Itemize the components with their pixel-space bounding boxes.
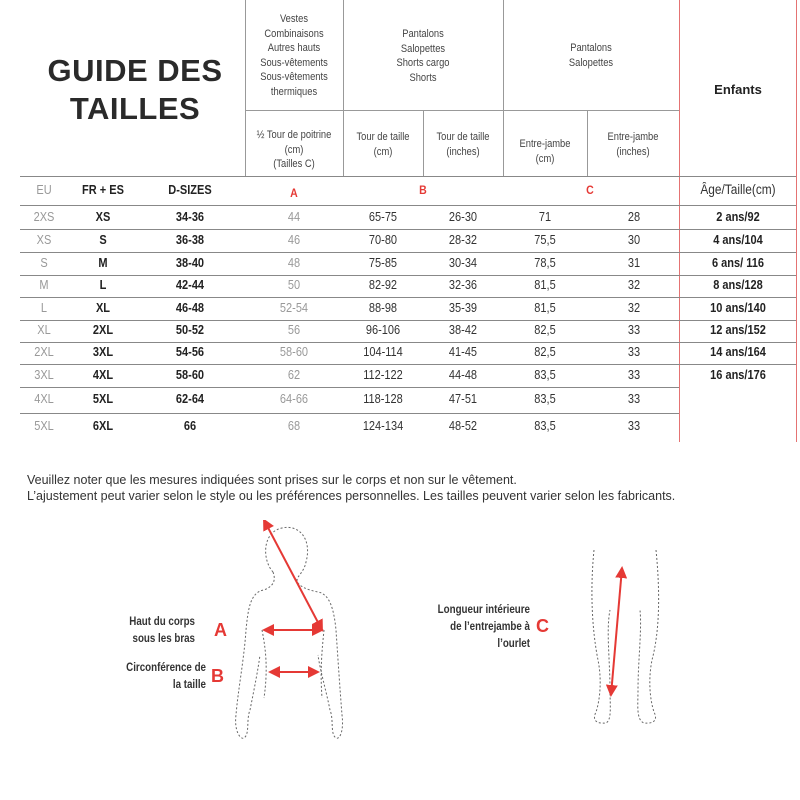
cell-a: 62 [287, 367, 301, 382]
cell-d-sizes: 46-48 [175, 300, 205, 315]
divider [245, 110, 679, 111]
letter-c: C [536, 616, 549, 636]
cell-kids: 16 ans/176 [710, 367, 766, 382]
cell-b-inches: 48-52 [448, 419, 478, 433]
cell-c-inches: 33 [627, 345, 641, 359]
subheader-a: ½ Tour de poitrine (cm) (Tailles C) [256, 129, 332, 170]
cell-eu: S [40, 255, 48, 270]
cell-b-inches: 32-36 [448, 278, 478, 292]
cell-d-sizes: 36-38 [175, 232, 205, 247]
title-line-1: GUIDE DES [47, 53, 223, 88]
row-divider [20, 342, 796, 343]
cell-d-sizes: 58-60 [175, 367, 205, 382]
cell-b-cm: 96-106 [365, 323, 401, 337]
cell-kids: 10 ans/140 [710, 300, 766, 315]
cell-d-sizes: 62-64 [175, 392, 205, 406]
kids-divider [796, 0, 797, 442]
cell-b-inches: 35-39 [448, 300, 478, 315]
cell-eu: XS [36, 232, 52, 247]
cell-d-sizes: 34-36 [175, 209, 205, 224]
label-c: Longueur intérieure de l’entrejambe à l’ourlet [437, 604, 530, 650]
cell-b-cm: 124-134 [362, 419, 404, 433]
cell-kids: 4 ans/104 [713, 232, 763, 247]
divider [20, 176, 796, 177]
subheader-b-inches: Tour de taille (inches) [436, 131, 490, 158]
cell-c-cm: 83,5 [534, 419, 556, 433]
cell-b-inches: 26-30 [448, 209, 478, 224]
divider [343, 0, 344, 176]
cell-d-sizes: 66 [183, 419, 197, 433]
cell-d-sizes: 54-56 [175, 345, 205, 359]
row-divider [20, 387, 679, 388]
row-divider [20, 320, 796, 321]
col-d-sizes: D-SIZES [168, 183, 212, 197]
title-line-2: TAILLES [69, 91, 201, 126]
cell-a: 46 [287, 232, 301, 247]
subheader-c-cm: Entre-jambe (cm) [519, 138, 571, 165]
subheader-c-inches: Entre-jambe (inches) [607, 131, 659, 158]
cell-fr-es: XS [95, 209, 111, 224]
cell-c-cm: 81,5 [534, 278, 556, 292]
measure-c-arrow [611, 568, 622, 695]
cell-c-inches: 30 [627, 232, 641, 247]
note-line-1: Veuillez noter que les mesures indiquées sont prises sur le corps et non sur le vêtement. [27, 473, 517, 487]
divider [245, 0, 246, 176]
cell-a: 50 [287, 278, 301, 292]
cell-eu: M [39, 278, 49, 292]
measure-a-arrow [264, 520, 322, 630]
cell-b-cm: 104-114 [363, 345, 403, 359]
cell-fr-es: 5XL [92, 392, 114, 406]
col-a: A [290, 186, 298, 200]
cell-c-cm: 75,5 [534, 232, 556, 247]
cell-eu: XL [37, 323, 51, 337]
cell-a: 44 [287, 209, 301, 224]
cell-b-cm: 88-98 [368, 300, 398, 315]
legs-outline-icon [592, 550, 659, 723]
cell-b-inches: 44-48 [448, 367, 478, 382]
cell-c-inches: 33 [627, 392, 641, 406]
cell-fr-es: M [98, 255, 108, 270]
col-eu: EU [36, 183, 52, 197]
cell-fr-es: L [99, 278, 107, 292]
cell-c-inches: 33 [627, 323, 641, 337]
cell-b-inches: 47-51 [448, 392, 478, 406]
col-b: B [419, 183, 427, 197]
body-outline-icon [236, 527, 343, 738]
group-header-a: Vestes Combinaisons Autres hauts Sous-vêtements Sous-vêtements thermiques [260, 13, 328, 98]
page-title [30, 52, 240, 128]
group-header-c: Pantalons Salopettes [568, 42, 614, 69]
row-divider [20, 413, 679, 414]
cell-c-cm: 83,5 [534, 392, 556, 406]
cell-a: 56 [287, 323, 301, 337]
cell-a: 68 [287, 419, 301, 433]
divider [423, 110, 424, 176]
cell-d-sizes: 38-40 [175, 255, 205, 270]
cell-eu: 2XS [33, 209, 55, 224]
cell-a: 48 [287, 255, 301, 270]
note-line-2: L’ajustement peut varier selon le style ou les préférences personnelles. Les tailles peuvent varier selon les fabricants. [27, 489, 676, 503]
letter-b: B [211, 666, 224, 686]
cell-a: 64-66 [279, 392, 309, 406]
cell-b-inches: 30-34 [448, 255, 478, 270]
cell-kids: 2 ans/92 [716, 209, 760, 224]
cell-fr-es: 6XL [92, 419, 114, 433]
cell-fr-es: 3XL [92, 345, 114, 359]
cell-b-cm: 75-85 [368, 255, 398, 270]
row-divider [20, 364, 796, 365]
cell-eu: 2XL [34, 345, 54, 359]
cell-c-inches: 32 [627, 300, 641, 315]
row-divider [20, 297, 796, 298]
cell-c-cm: 81,5 [534, 300, 556, 315]
group-header-b: Pantalons Salopettes Shorts cargo Shorts [396, 28, 450, 84]
cell-fr-es: 2XL [92, 323, 114, 337]
cell-b-cm: 112-122 [363, 367, 403, 382]
row-divider [20, 229, 796, 230]
cell-c-cm: 71 [538, 209, 552, 224]
divider [20, 205, 796, 206]
label-b: Circonférence de la taille [126, 662, 206, 691]
row-divider [20, 275, 796, 276]
letter-a: A [214, 620, 227, 640]
cell-c-inches: 32 [627, 278, 641, 292]
cell-kids: 8 ans/128 [713, 278, 763, 292]
cell-kids: 14 ans/164 [710, 345, 766, 359]
cell-fr-es: XL [95, 300, 111, 315]
cell-fr-es: S [99, 232, 107, 247]
cell-eu: 3XL [34, 367, 54, 382]
cell-b-cm: 65-75 [368, 209, 398, 224]
col-fr-es: FR + ES [82, 183, 124, 197]
cell-b-inches: 28-32 [448, 232, 478, 247]
cell-eu: 5XL [34, 419, 54, 433]
cell-c-inches: 28 [627, 209, 641, 224]
cell-eu: L [40, 300, 48, 315]
col-kids: Âge/Taille(cm) [700, 182, 776, 197]
col-c: C [586, 183, 594, 197]
cell-eu: 4XL [34, 392, 54, 406]
cell-d-sizes: 42-44 [175, 278, 205, 292]
cell-c-cm: 82,5 [534, 323, 556, 337]
cell-b-inches: 38-42 [448, 323, 478, 337]
kids-divider [679, 0, 680, 442]
label-a: Haut du corps sous les bras [129, 616, 195, 645]
divider [587, 110, 588, 176]
divider [503, 0, 504, 176]
subheader-b-cm: Tour de taille (cm) [356, 131, 410, 158]
row-divider [20, 252, 796, 253]
cell-c-inches: 31 [627, 255, 641, 270]
cell-kids: 12 ans/152 [710, 323, 766, 337]
cell-c-inches: 33 [627, 419, 641, 433]
cell-b-cm: 82-92 [368, 278, 398, 292]
cell-a: 52-54 [279, 300, 309, 315]
cell-c-inches: 33 [627, 367, 641, 382]
cell-kids: 6 ans/ 116 [711, 255, 764, 270]
cell-b-inches: 41-45 [448, 345, 478, 359]
cell-c-cm: 78,5 [534, 255, 556, 270]
cell-b-cm: 70-80 [368, 232, 398, 247]
cell-d-sizes: 50-52 [175, 323, 205, 337]
cell-c-cm: 82,5 [534, 345, 556, 359]
cell-b-cm: 118-128 [363, 392, 403, 406]
cell-a: 58-60 [279, 345, 309, 359]
group-header-kids: Enfants [714, 82, 762, 97]
cell-c-cm: 83,5 [534, 367, 556, 382]
cell-fr-es: 4XL [92, 367, 114, 382]
